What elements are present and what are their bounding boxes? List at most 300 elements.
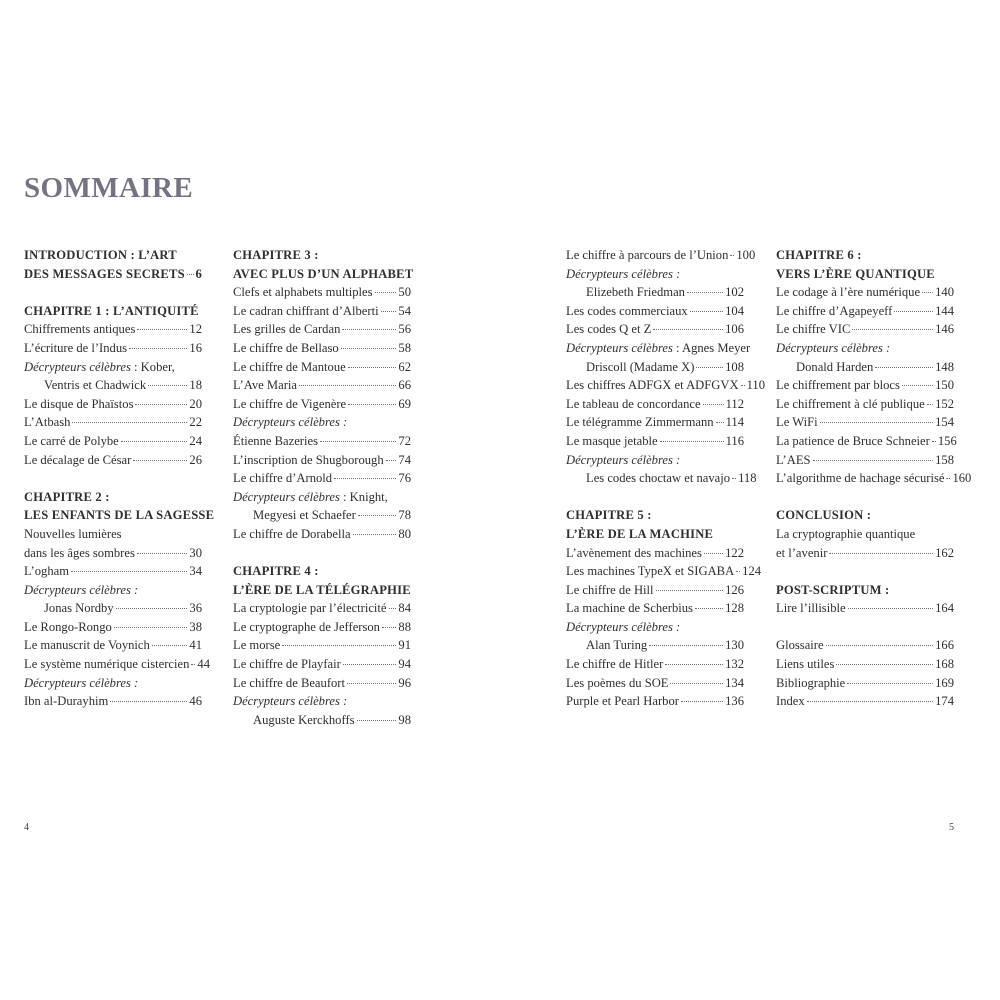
dot-leader [653, 329, 723, 330]
toc-entry [233, 674, 411, 693]
toc-entry [566, 358, 744, 377]
spacer [24, 283, 202, 302]
entry-title: CHAPITRE 2 : [24, 489, 110, 504]
dot-leader [716, 422, 724, 423]
entry-title: Megyesi et Schaefer [253, 508, 356, 523]
toc-entry [776, 636, 954, 655]
toc-entry [233, 451, 411, 470]
toc-entry [566, 544, 744, 563]
entry-page-number: 20 [189, 396, 202, 411]
chapter-heading [566, 506, 744, 525]
dot-leader [152, 645, 188, 646]
toc-entry [24, 599, 202, 618]
entry-title: Décrypteurs célèbres : [24, 675, 139, 690]
dot-leader [836, 664, 933, 665]
entry-page-number: 144 [935, 303, 954, 318]
entry-title: Le cadran chiffrant d’Alberti [233, 303, 379, 318]
toc-entry [233, 618, 411, 637]
toc-text-line [776, 525, 954, 544]
entry-title: Bibliographie [776, 675, 846, 690]
section-label [24, 674, 202, 693]
dot-leader [660, 441, 724, 442]
dot-leader [381, 311, 397, 312]
entry-page-number: 78 [398, 508, 411, 523]
toc-entry [233, 636, 411, 655]
chapter-heading [566, 525, 744, 544]
dot-leader [342, 329, 396, 330]
entry-page-number: 110 [746, 378, 766, 393]
entry-page-number: 126 [725, 582, 744, 597]
entry-page-number: 18 [189, 378, 202, 393]
entry-page-number: 150 [935, 378, 954, 393]
toc-text-line [24, 525, 202, 544]
entry-page-number: 102 [725, 285, 744, 300]
entry-title: Lire l’illisible [776, 601, 846, 616]
entry-title: Le manuscrit de Voynich [24, 638, 150, 653]
entry-page-number: 66 [398, 378, 411, 393]
entry-page-number: 6 [195, 266, 202, 281]
entry-title: : Agnes Meyer [672, 340, 751, 355]
toc-entry [233, 599, 411, 618]
toc-entry [776, 358, 954, 377]
entry-title: Le chiffre de Beaufort [233, 675, 346, 690]
entry-title: La machine de Scherbius [566, 601, 693, 616]
dot-leader [137, 329, 187, 330]
entry-page-number: 140 [935, 285, 954, 300]
entry-page-number: 96 [398, 675, 411, 690]
entry-page-number: 56 [398, 322, 411, 337]
toc-column-4 [776, 246, 972, 711]
entry-title: Le décalage de César [24, 452, 132, 467]
toc-entry [776, 469, 972, 488]
toc-entry [776, 376, 954, 395]
section-label-text: Décrypteurs célèbres [24, 359, 131, 374]
entry-title: Décrypteurs célèbres : [24, 582, 139, 597]
entry-title: Le chiffre de Bellaso [233, 340, 339, 355]
toc-entry [24, 636, 202, 655]
toc-column-1 [24, 246, 215, 711]
dot-leader [847, 683, 933, 684]
entry-title: LES ENFANTS DE LA SAGESSE [24, 508, 215, 523]
toc-entry [24, 692, 202, 711]
toc-entry [566, 432, 744, 451]
chapter-heading [776, 506, 954, 525]
entry-page-number: 16 [189, 340, 202, 355]
entry-page-number: 54 [398, 303, 411, 318]
entry-page-number: 72 [398, 433, 411, 448]
toc-entry [776, 283, 954, 302]
toc-entry [776, 451, 954, 470]
entry-page-number: 98 [398, 712, 411, 727]
entry-title: POST-SCRIPTUM : [776, 582, 890, 597]
dot-leader [357, 720, 397, 721]
dot-leader [334, 478, 396, 479]
dot-leader [299, 385, 396, 386]
toc-entry [233, 283, 411, 302]
entry-page-number: 104 [725, 303, 744, 318]
entry-title: Chiffrements antiques [24, 322, 136, 337]
entry-page-number: 76 [398, 471, 411, 486]
toc-entry [233, 432, 411, 451]
dot-leader [341, 348, 397, 349]
toc-entry [566, 562, 762, 581]
toc-entry [566, 674, 744, 693]
entry-title: CHAPITRE 5 : [566, 508, 652, 523]
dot-leader [343, 664, 397, 665]
dot-leader [386, 460, 397, 461]
dot-leader [72, 422, 187, 423]
dot-leader [129, 348, 187, 349]
entry-title: La cryptologie par l’électricité [233, 601, 387, 616]
entry-title: Décrypteurs célèbres : [233, 415, 348, 430]
dot-leader [927, 404, 933, 405]
toc-entry [566, 413, 744, 432]
entry-title: La cryptographie quantique [776, 526, 916, 541]
toc-entry [566, 246, 756, 265]
dot-leader [358, 515, 397, 516]
toc-entry [566, 599, 744, 618]
toc-entry [233, 655, 411, 674]
section-label-text: Décrypteurs célèbres [233, 489, 340, 504]
entry-page-number: 22 [189, 415, 202, 430]
dot-leader [353, 534, 397, 535]
entry-page-number: 174 [935, 694, 954, 709]
entry-title: Ibn al-Durayhim [24, 694, 109, 709]
toc-entry [233, 506, 411, 525]
entry-title: Le chiffre de Hill [566, 582, 654, 597]
entry-title: : Kober, [130, 359, 175, 374]
dot-leader [348, 404, 396, 405]
entry-page-number: 30 [189, 545, 202, 560]
entry-page-number: 122 [725, 545, 744, 560]
entry-page-number: 100 [736, 248, 756, 262]
toc-column-3 [566, 246, 766, 711]
toc-label-line [233, 488, 411, 507]
entry-title: Le codage à l’ère numérique [776, 285, 921, 300]
toc-entry [776, 320, 954, 339]
dot-leader [875, 367, 933, 368]
toc-entry [776, 395, 954, 414]
toc-entry [24, 562, 202, 581]
entry-title: CHAPITRE 6 : [776, 248, 862, 262]
dot-leader [110, 701, 187, 702]
dot-leader [389, 608, 397, 609]
entry-title: Le Rongo-Rongo [24, 619, 112, 634]
dot-leader [932, 441, 936, 442]
section-label [233, 692, 411, 711]
entry-page-number: 38 [189, 619, 202, 634]
dot-leader [820, 422, 934, 423]
dot-leader [807, 701, 933, 702]
entry-title: CHAPITRE 4 : [233, 564, 319, 579]
entry-title: Alan Turing [586, 638, 648, 653]
dot-leader [690, 311, 723, 312]
chapter-heading [233, 265, 414, 284]
entry-page-number: 136 [725, 694, 744, 709]
section-label-text: Décrypteurs célèbres [566, 340, 673, 355]
entry-title: Index [776, 694, 805, 709]
entry-page-number: 44 [197, 657, 210, 672]
dot-leader [829, 553, 933, 554]
entry-title: Le chiffre d’Arnold [233, 471, 333, 486]
dot-leader [137, 553, 188, 554]
entry-page-number: 134 [725, 675, 744, 690]
entry-title: L’avènement des machines [566, 545, 702, 560]
dot-leader [382, 627, 396, 628]
entry-title: L’Atbash [24, 415, 71, 430]
entry-title: Les codes Q et Z [566, 322, 652, 337]
entry-title: Décrypteurs célèbres : [566, 266, 681, 281]
entry-title: L’ÈRE DE LA TÉLÉGRAPHIE [233, 582, 411, 597]
entry-page-number: 80 [398, 526, 411, 541]
entry-title: Le tableau de concordance [566, 396, 701, 411]
dot-leader [703, 404, 724, 405]
entry-title: Le chiffre de Hitler [566, 657, 664, 672]
dot-leader [187, 274, 194, 275]
entry-title: Auguste Kerckhoffs [253, 712, 355, 727]
dot-leader [687, 292, 723, 293]
entry-title: CONCLUSION : [776, 508, 872, 523]
chapter-heading [233, 246, 411, 265]
entry-page-number: 124 [742, 564, 762, 579]
entry-title: Nouvelles lumières [24, 526, 122, 541]
dot-leader [656, 590, 724, 591]
entry-page-number: 34 [189, 564, 202, 579]
toc-entry [776, 432, 957, 451]
entry-title: Le chiffre de Playfair [233, 657, 341, 672]
entry-title: dans les âges sombres [24, 545, 135, 560]
toc-entry [24, 451, 202, 470]
entry-page-number: 24 [189, 433, 202, 448]
entry-page-number: 164 [935, 601, 954, 616]
toc-entry [24, 265, 202, 284]
entry-page-number: 108 [725, 359, 744, 374]
entry-page-number: 58 [398, 340, 411, 355]
dot-leader [852, 329, 933, 330]
toc-entry [566, 581, 744, 600]
entry-title: Purple et Pearl Harbor [566, 694, 679, 709]
page-number-right: 5 [949, 822, 954, 833]
entry-page-number: 69 [398, 396, 411, 411]
dot-leader [121, 441, 188, 442]
dot-leader [375, 292, 397, 293]
entry-title: L’Ave Maria [233, 378, 297, 393]
spacer [566, 488, 744, 507]
dot-leader [282, 645, 396, 646]
entry-title: Ventris et Chadwick [44, 378, 147, 393]
entry-page-number: 166 [935, 638, 954, 653]
dot-leader [320, 441, 396, 442]
toc-column-2 [233, 246, 414, 729]
entry-page-number: 130 [725, 638, 744, 653]
entry-page-number: 50 [398, 285, 411, 300]
entry-page-number: 156 [937, 433, 957, 448]
dot-leader [665, 664, 723, 665]
dot-leader [347, 683, 396, 684]
toc-entry [566, 395, 744, 414]
entry-title: Le chiffre à parcours de l’Union [566, 248, 729, 262]
section-label [24, 581, 202, 600]
chapter-heading [776, 246, 954, 265]
entry-page-number: 62 [398, 359, 411, 374]
entry-title: INTRODUCTION : L’ART [24, 248, 177, 262]
dot-leader [848, 608, 934, 609]
toc-entry [233, 395, 411, 414]
dot-leader [894, 311, 933, 312]
entry-title: L’algorithme de hachage sécurisé [776, 471, 945, 486]
dot-leader [681, 701, 723, 702]
entry-page-number: 146 [935, 322, 954, 337]
entry-page-number: 36 [189, 601, 202, 616]
entry-page-number: 152 [935, 396, 954, 411]
dot-leader [813, 460, 934, 461]
entry-page-number: 116 [725, 433, 744, 448]
entry-title: Le carré de Polybe [24, 433, 119, 448]
entry-title: L’écriture de l’Indus [24, 340, 128, 355]
toc-label-line [566, 339, 751, 358]
chapter-heading [24, 246, 202, 265]
toc-entry [776, 544, 954, 563]
entry-page-number: 74 [398, 452, 411, 467]
toc-entry [233, 358, 411, 377]
dot-leader [348, 367, 397, 368]
entry-title: Le chiffre de Vigenère [233, 396, 347, 411]
entry-page-number: 94 [398, 657, 411, 672]
entry-page-number: 148 [935, 359, 954, 374]
entry-page-number: 162 [935, 545, 954, 560]
toc-entry [24, 544, 202, 563]
dot-leader [114, 627, 188, 628]
entry-title: Elizebeth Friedman [586, 285, 685, 300]
dot-leader [732, 478, 736, 479]
entry-page-number: 169 [935, 675, 954, 690]
section-label [566, 618, 744, 637]
entry-page-number: 88 [398, 619, 411, 634]
toc-entry [24, 413, 202, 432]
entry-title: Le système numérique cistercien [24, 657, 190, 672]
spacer [233, 544, 411, 563]
section-label [233, 413, 411, 432]
chapter-heading [24, 506, 215, 525]
entry-title: Le chiffre de Mantoue [233, 359, 346, 374]
toc-entry [566, 636, 744, 655]
toc-entry [24, 320, 202, 339]
entry-page-number: 154 [935, 415, 954, 430]
dot-leader [695, 608, 723, 609]
dot-leader [826, 645, 934, 646]
entry-title: Clefs et alphabets multiples [233, 285, 373, 300]
dot-leader [736, 571, 740, 572]
toc-entry [24, 339, 202, 358]
spacer [776, 488, 954, 507]
entry-page-number: 128 [725, 601, 744, 616]
chapter-heading [24, 302, 202, 321]
dot-leader [71, 571, 187, 572]
toc-entry [566, 692, 744, 711]
entry-title: Le morse [233, 638, 281, 653]
toc-entry [24, 655, 210, 674]
entry-title: Les codes commerciaux [566, 303, 688, 318]
toc-entry [566, 302, 744, 321]
entry-page-number: 41 [189, 638, 202, 653]
entry-title: Décrypteurs célèbres : [566, 452, 681, 467]
toc-entry [233, 711, 411, 730]
toc-entry [776, 599, 954, 618]
entry-title: CHAPITRE 1 : L’ANTIQUITÉ [24, 303, 199, 318]
dot-leader [148, 385, 187, 386]
toc-entry [566, 376, 766, 395]
dot-leader [191, 664, 195, 665]
spacer [776, 562, 954, 581]
toc-entry [566, 469, 757, 488]
entry-title: Driscoll (Madame X) [586, 359, 695, 374]
entry-page-number: 46 [189, 694, 202, 709]
toc-entry [233, 302, 411, 321]
toc-entry [24, 432, 202, 451]
entry-title: : Knight, [339, 489, 388, 504]
dot-leader [135, 404, 187, 405]
dot-leader [922, 292, 933, 293]
entry-title: Le masque jetable [566, 433, 658, 448]
entry-title: Le WiFi [776, 415, 818, 430]
entry-title: Le chiffrement par blocs [776, 378, 900, 393]
dot-leader [902, 385, 933, 386]
dot-leader [133, 460, 187, 461]
entry-title: Glossaire [776, 638, 824, 653]
entry-title: Les codes choctaw et navajo [586, 471, 731, 486]
chapter-heading [233, 581, 411, 600]
toc-entry [24, 395, 202, 414]
entry-title: La patience de Bruce Schneier [776, 433, 930, 448]
toc-entry [233, 320, 411, 339]
page-title: SOMMAIRE [24, 172, 194, 204]
toc-entry [233, 376, 411, 395]
chapter-heading [776, 265, 954, 284]
toc-entry [233, 525, 411, 544]
entry-page-number: 168 [935, 657, 954, 672]
entry-title: Décrypteurs célèbres : [566, 619, 681, 634]
dot-leader [704, 553, 723, 554]
toc-entry [566, 283, 744, 302]
entry-title: CHAPITRE 3 : [233, 248, 319, 262]
dot-leader [741, 385, 745, 386]
dot-leader [946, 478, 950, 479]
entry-title: L’inscription de Shugborough [233, 452, 384, 467]
toc-entry [566, 320, 744, 339]
entry-title: Le chiffre VIC [776, 322, 851, 337]
entry-title: L’ÈRE DE LA MACHINE [566, 526, 714, 541]
toc-entry [233, 469, 411, 488]
chapter-heading [233, 562, 411, 581]
toc-entry [566, 655, 744, 674]
dot-leader [116, 608, 188, 609]
entry-title: Jonas Nordby [44, 601, 114, 616]
page-number-left: 4 [24, 822, 29, 833]
section-label [566, 265, 744, 284]
entry-page-number: 114 [725, 415, 744, 430]
toc-entry [776, 674, 954, 693]
dot-leader [696, 367, 723, 368]
entry-page-number: 91 [398, 638, 411, 653]
entry-page-number: 106 [725, 322, 744, 337]
entry-title: et l’avenir [776, 545, 828, 560]
entry-title: L’AES [776, 452, 811, 467]
entry-page-number: 112 [725, 396, 744, 411]
entry-title: Liens utiles [776, 657, 835, 672]
entry-page-number: 26 [189, 452, 202, 467]
entry-page-number: 84 [398, 601, 411, 616]
entry-title: Le cryptographe de Jefferson [233, 619, 380, 634]
